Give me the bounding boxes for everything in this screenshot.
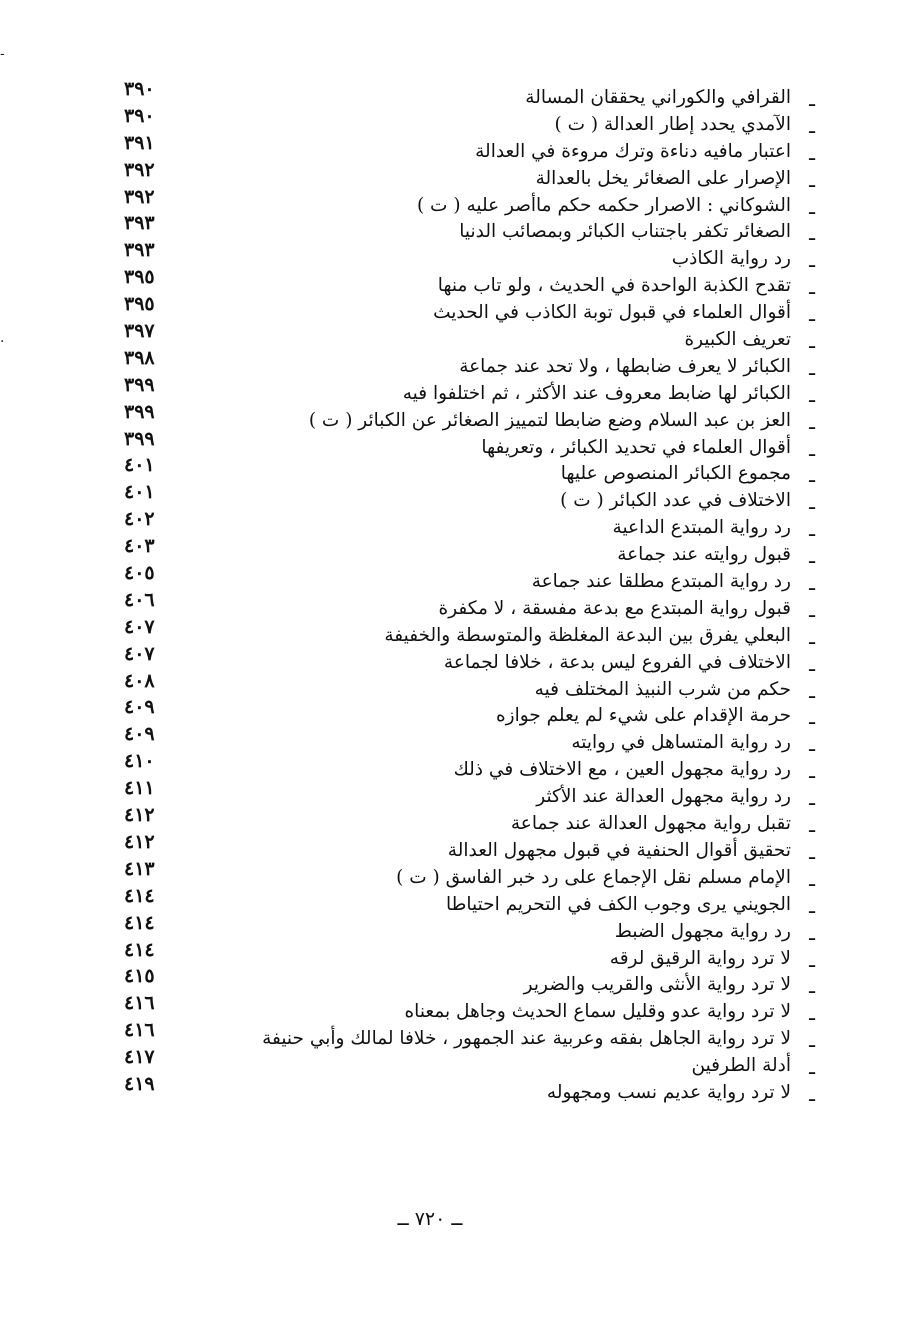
entry-page-number: ٣٩٧ <box>124 320 155 343</box>
entry-dash: ـ <box>809 275 815 300</box>
entry-title: لا ترد رواية عديم نسب ومجهوله <box>546 1081 791 1103</box>
toc-entry <box>110 965 815 999</box>
toc-entry <box>110 293 815 327</box>
entry-title: الكبائر لا يعرف ضابطها ، ولا تحد عند جماعة <box>459 355 791 377</box>
entry-page-number: ٣٩٠ <box>124 104 155 127</box>
entry-title: لا ترد رواية الجاهل بفقه وعربية عند الجمهور ، خلافا لمالك وأبي حنيفة <box>262 1028 791 1050</box>
entry-dash: ـ <box>809 705 815 730</box>
entry-page-number: ٣٩٣ <box>124 212 155 235</box>
entry-page-number: ٣٩٥ <box>124 293 155 316</box>
entry-title: حرمة الإقدام على شيء لم يعلم جوازه <box>495 705 791 727</box>
toc-entry <box>110 723 815 757</box>
entry-page-number: ٤٠٧ <box>124 615 155 638</box>
toc-entry <box>110 777 815 811</box>
toc-entry <box>110 185 815 219</box>
entry-page-number: ٤٠٣ <box>124 535 155 558</box>
entry-title: رد رواية مجهول العين ، مع الاختلاف في ذلك <box>453 759 791 781</box>
entry-dash: ـ <box>809 87 815 111</box>
entry-page-number: ٤١٤ <box>124 938 155 961</box>
entry-dash: ـ <box>809 436 815 461</box>
entry-dash: ـ <box>809 974 815 999</box>
entry-page-number: ٤٠٥ <box>124 562 155 585</box>
entry-page-number: ٣٩٠ <box>124 78 155 100</box>
entry-title: حكم من شرب النبيذ المختلف فيه <box>534 678 791 700</box>
toc-entry <box>110 642 815 676</box>
entry-dash: ـ <box>809 302 815 327</box>
entry-page-number: ٤١٥ <box>124 965 155 988</box>
entry-dash: ـ <box>809 221 815 246</box>
toc-entry <box>110 131 815 165</box>
entry-dash: ـ <box>809 678 815 703</box>
toc-entry <box>110 346 815 380</box>
entry-page-number: ٣٩٩ <box>124 400 155 423</box>
entry-page-number: ٣٩١ <box>124 131 155 154</box>
entry-page-number: ٤٠٩ <box>124 723 155 746</box>
entry-title: رد رواية مجهول العدالة عند الأكثر <box>536 786 791 808</box>
entry-title: تقدح الكذبة الواحدة في الحديث ، ولو تاب منها <box>437 275 791 297</box>
scan-mark: · <box>0 334 5 350</box>
page-number: ــ ٧٢٠ ــ <box>397 1208 463 1230</box>
entry-page-number: ٤٠٦ <box>124 588 155 611</box>
entry-page-number: ٤١٢ <box>124 830 155 853</box>
entry-dash: ـ <box>809 866 815 891</box>
toc-entry <box>110 104 815 138</box>
entry-title: قبول رواية المبتدع مع بدعة مفسقة ، لا مكفرة <box>438 597 791 619</box>
entry-title: لا ترد رواية عدو وقليل سماع الحديث وجاهل بمعناه <box>404 1001 791 1023</box>
entry-title: تعريف الكبيرة <box>684 329 791 351</box>
toc-entry <box>110 1046 815 1080</box>
entry-dash: ـ <box>809 517 815 542</box>
entry-page-number: ٤٠١ <box>124 454 155 477</box>
entry-dash: ـ <box>809 1001 815 1026</box>
toc-entry <box>110 615 815 649</box>
entry-title: العز بن عبد السلام وضع ضابطا لتمييز الصغائر عن الكبائر ( ت ) <box>308 409 791 431</box>
entry-title: الكبائر لها ضابط معروف عند الأكثر ، ثم اختلفوا فيه <box>402 382 791 404</box>
toc-entry <box>110 992 815 1026</box>
toc-entry <box>110 239 815 273</box>
entry-page-number: ٤١٦ <box>124 992 155 1015</box>
entry-dash: ـ <box>809 651 815 676</box>
table-of-contents <box>110 78 815 1106</box>
entry-page-number: ٤١٤ <box>124 884 155 907</box>
toc-entry <box>110 830 815 864</box>
toc-entry <box>110 481 815 515</box>
toc-entry <box>110 400 815 434</box>
toc-entry <box>110 804 815 838</box>
entry-title: الإصرار على الصغائر يخل بالعدالة <box>535 167 791 189</box>
entry-title: قبول روايته عند جماعة <box>617 544 791 566</box>
entry-page-number: ٤١٣ <box>124 857 155 880</box>
entry-dash: ـ <box>809 813 815 838</box>
entry-title: تقبل رواية مجهول العدالة عند جماعة <box>510 813 791 835</box>
entry-title: أقوال العلماء في تحديد الكبائر ، وتعريفها <box>481 436 791 458</box>
entry-dash: ـ <box>809 1055 815 1080</box>
entry-page-number: ٤١٤ <box>124 911 155 934</box>
entry-page-number: ٤٠٩ <box>124 696 155 719</box>
entry-title: أقوال العلماء في قبول توبة الكاذب في الحديث <box>433 302 791 324</box>
entry-title: لا ترد رواية الرقيق لرقه <box>609 947 791 969</box>
entry-title: الجويني يرى وجوب الكف في التحريم احتياطا <box>445 893 791 915</box>
toc-entry <box>110 857 815 891</box>
entry-title: رد رواية المتساهل في روايته <box>571 732 791 754</box>
entry-page-number: ٤١٩ <box>124 1072 155 1095</box>
entry-dash: ـ <box>809 140 815 165</box>
entry-page-number: ٣٩٩ <box>124 427 155 450</box>
toc-entry <box>110 911 815 945</box>
toc-entry <box>110 588 815 622</box>
entry-title: رد رواية الكاذب <box>671 248 791 270</box>
entry-title: القرافي والكوراني يحققان المسالة <box>525 87 791 108</box>
entry-page-number: ٤١٧ <box>124 1046 155 1069</box>
entry-title: مجموع الكبائر المنصوص عليها <box>560 463 791 485</box>
entry-dash: ـ <box>809 248 815 273</box>
toc-entry <box>110 78 815 111</box>
entry-title: الآمدي يحدد إطار العدالة ( ت ) <box>554 113 791 135</box>
entry-title: الإمام مسلم نقل الإجماع على رد خبر الفاسق ( ت ) <box>396 866 791 888</box>
entry-dash: ـ <box>809 759 815 784</box>
entry-title: الاختلاف في الفروع ليس بدعة ، خلافا لجماعة <box>443 651 791 673</box>
entry-dash: ـ <box>809 544 815 569</box>
toc-entry <box>110 373 815 407</box>
entry-title: الشوكاني : الاصرار حكمه حكم ماأصر عليه ( ت ) <box>416 194 791 216</box>
entry-dash: ـ <box>809 490 815 515</box>
entry-page-number: ٤١٠ <box>124 750 155 773</box>
toc-entry <box>110 884 815 918</box>
entry-title: البعلي يفرق بين البدعة المغلظة والمتوسطة والخفيفة <box>384 624 791 646</box>
entry-dash: ـ <box>809 597 815 622</box>
entry-page-number: ٤٠٨ <box>124 669 155 692</box>
entry-title: الصغائر تكفر باجتناب الكبائر وبمصائب الدنيا <box>459 221 791 243</box>
toc-entry <box>110 427 815 461</box>
toc-entry <box>110 750 815 784</box>
entry-title: لا ترد رواية الأنثى والقريب والضرير <box>523 974 791 996</box>
entry-dash: ـ <box>809 409 815 434</box>
scan-mark: - <box>0 46 5 62</box>
entry-dash: ـ <box>809 329 815 354</box>
entry-title: اعتبار مافيه دناءة وترك مروءة في العدالة <box>475 140 791 162</box>
toc-entry <box>110 938 815 972</box>
toc-entry <box>110 212 815 246</box>
entry-page-number: ٣٩٨ <box>124 346 155 369</box>
entry-title: رد رواية مجهول الضبط <box>614 920 791 942</box>
entry-dash: ـ <box>809 113 815 138</box>
toc-entry <box>110 1019 815 1053</box>
entry-title: تحقيق أقوال الحنفية في قبول مجهول العدالة <box>447 839 791 861</box>
toc-entry <box>110 508 815 542</box>
entry-page-number: ٤١٢ <box>124 804 155 827</box>
toc-entry <box>110 320 815 354</box>
entry-title: الاختلاف في عدد الكبائر ( ت ) <box>560 490 791 512</box>
entry-title: أدلة الطرفين <box>691 1055 791 1077</box>
entry-dash: ـ <box>809 355 815 380</box>
toc-entry <box>110 696 815 730</box>
toc-entry <box>110 535 815 569</box>
entry-dash: ـ <box>809 167 815 192</box>
entry-page-number: ٤١١ <box>124 777 155 800</box>
entry-page-number: ٣٩٢ <box>124 185 155 208</box>
entry-page-number: ٣٩٩ <box>124 373 155 396</box>
entry-dash: ـ <box>809 1081 815 1106</box>
entry-page-number: ٣٩٥ <box>124 266 155 289</box>
toc-entry <box>110 266 815 300</box>
entry-dash: ـ <box>809 732 815 757</box>
entry-page-number: ٤١٦ <box>124 1019 155 1042</box>
entry-dash: ـ <box>809 194 815 219</box>
entry-dash: ـ <box>809 382 815 407</box>
entry-page-number: ٤٠٧ <box>124 642 155 665</box>
entry-title: رد رواية المبتدع مطلقا عند جماعة <box>531 571 791 593</box>
entry-page-number: ٣٩٣ <box>124 239 155 262</box>
entry-title: رد رواية المبتدع الداعية <box>612 517 791 539</box>
entry-dash: ـ <box>809 786 815 811</box>
toc-entry <box>110 158 815 192</box>
toc-entry <box>110 1072 815 1106</box>
entry-dash: ـ <box>809 947 815 972</box>
entry-dash: ـ <box>809 624 815 649</box>
entry-dash: ـ <box>809 571 815 596</box>
toc-entry <box>110 454 815 488</box>
toc-entry <box>110 669 815 703</box>
entry-dash: ـ <box>809 463 815 488</box>
entry-dash: ـ <box>809 1028 815 1053</box>
entry-page-number: ٤٠١ <box>124 481 155 504</box>
entry-page-number: ٣٩٢ <box>124 158 155 181</box>
entry-dash: ـ <box>809 839 815 864</box>
entry-page-number: ٤٠٢ <box>124 508 155 531</box>
entry-dash: ـ <box>809 920 815 945</box>
entry-dash: ـ <box>809 893 815 918</box>
toc-entry <box>110 562 815 596</box>
